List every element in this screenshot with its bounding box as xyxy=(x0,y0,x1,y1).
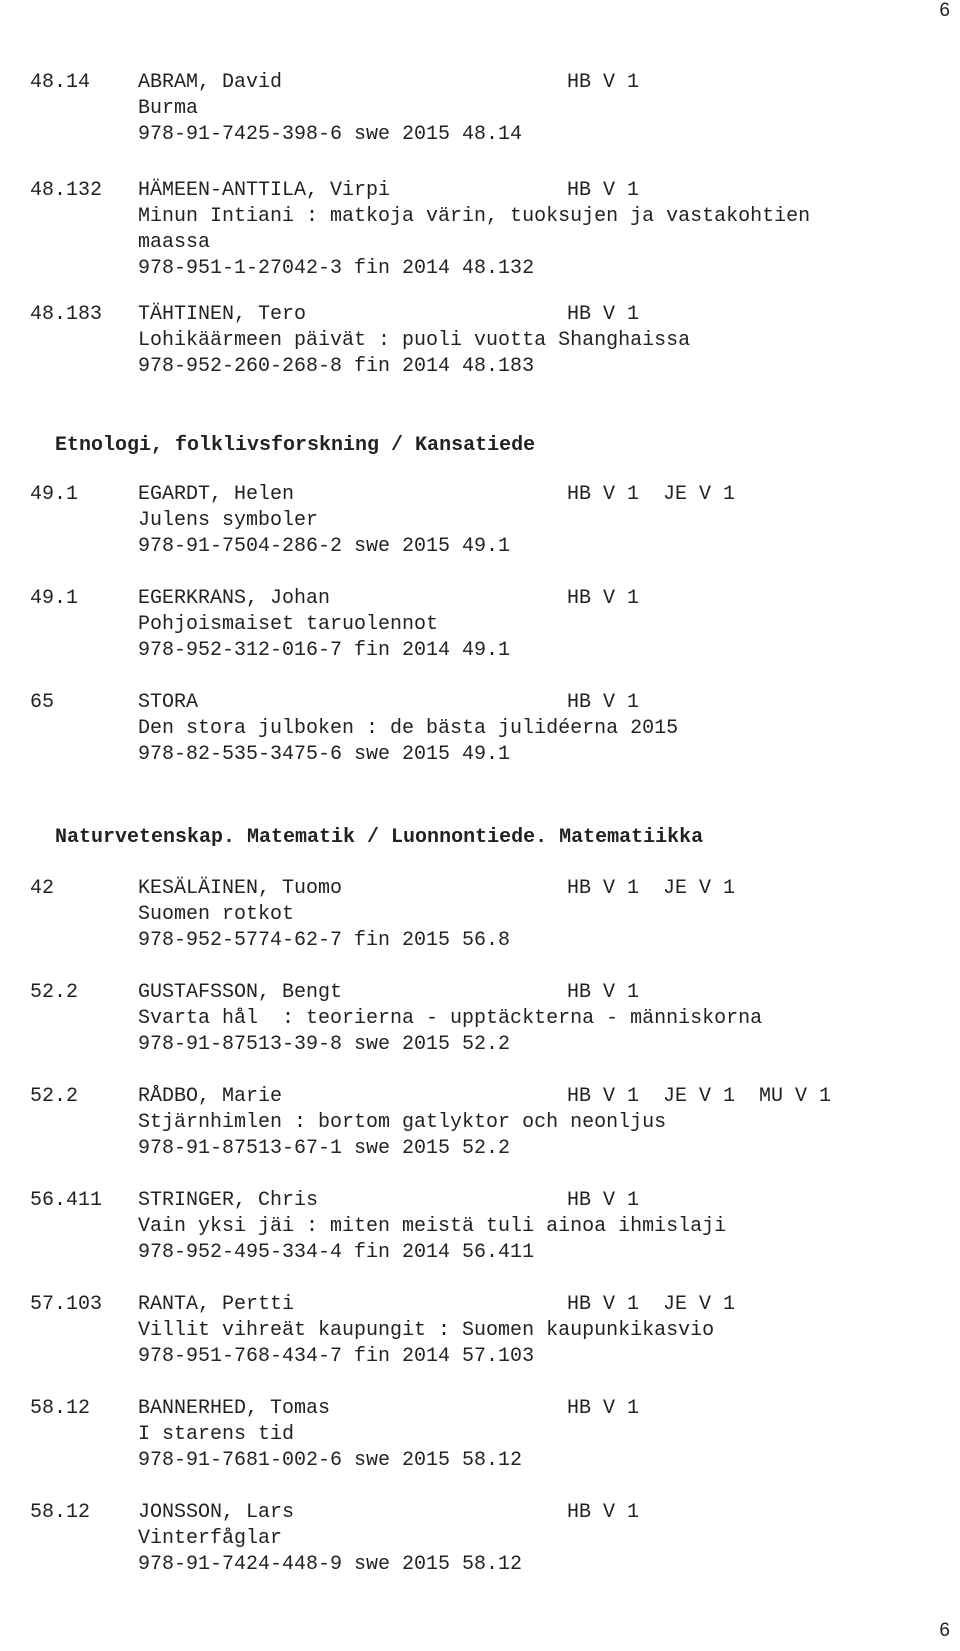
author-name: STORA xyxy=(138,691,199,714)
author-name: EGERKRANS, Johan xyxy=(138,587,331,610)
classification-code: 49.1 xyxy=(30,587,79,610)
holdings-info: HB V 1 JE V 1 MU V 1 xyxy=(567,1085,832,1108)
classification-code: 58.12 xyxy=(30,1397,91,1420)
classification-code: 49.1 xyxy=(30,483,79,506)
book-title: Minun Intiani : matkoja värin, tuoksujen ja vastakohtien xyxy=(138,205,811,228)
classification-code: 48.183 xyxy=(30,303,103,326)
page-number-top: 6 xyxy=(939,0,950,21)
isbn-line: 978-91-7504-286-2 swe 2015 49.1 xyxy=(138,535,511,558)
isbn-line: 978-91-7425-398-6 swe 2015 48.14 xyxy=(138,123,523,146)
isbn-line: 978-91-7681-002-6 swe 2015 58.12 xyxy=(138,1449,523,1472)
author-name: STRINGER, Chris xyxy=(138,1189,319,1212)
isbn-line: 978-952-5774-62-7 fin 2015 56.8 xyxy=(138,929,511,952)
book-title: maassa xyxy=(138,231,211,254)
holdings-info: HB V 1 xyxy=(567,691,640,714)
author-name: KESÄLÄINEN, Tuomo xyxy=(138,877,343,900)
classification-code: 65 xyxy=(30,691,55,714)
classification-code: 52.2 xyxy=(30,981,79,1004)
book-title: Stjärnhimlen : bortom gatlyktor och neonljus xyxy=(138,1111,667,1134)
isbn-line: 978-91-87513-67-1 swe 2015 52.2 xyxy=(138,1137,511,1160)
author-name: RANTA, Pertti xyxy=(138,1293,295,1316)
section-heading: Naturvetenskap. Matematik / Luonnontiede. Matematiikka xyxy=(55,826,704,849)
book-title: Julens symboler xyxy=(138,509,319,532)
holdings-info: HB V 1 xyxy=(567,981,640,1004)
isbn-line: 978-91-7424-448-9 swe 2015 58.12 xyxy=(138,1553,523,1576)
classification-code: 48.132 xyxy=(30,179,103,202)
isbn-line: 978-82-535-3475-6 swe 2015 49.1 xyxy=(138,743,511,766)
book-title: Burma xyxy=(138,97,199,120)
isbn-line: 978-951-1-27042-3 fin 2014 48.132 xyxy=(138,257,535,280)
holdings-info: HB V 1 JE V 1 xyxy=(567,1293,736,1316)
isbn-line: 978-952-260-268-8 fin 2014 48.183 xyxy=(138,355,535,378)
book-title: Suomen rotkot xyxy=(138,903,295,926)
holdings-info: HB V 1 xyxy=(567,71,640,94)
holdings-info: HB V 1 xyxy=(567,1397,640,1420)
holdings-info: HB V 1 JE V 1 xyxy=(567,877,736,900)
book-title: Villit vihreät kaupungit : Suomen kaupunkikasvio xyxy=(138,1319,715,1342)
holdings-info: HB V 1 xyxy=(567,587,640,610)
author-name: HÄMEEN-ANTTILA, Virpi xyxy=(138,179,391,202)
book-title: I starens tid xyxy=(138,1423,295,1446)
book-title: Pohjoismaiset taruolennot xyxy=(138,613,439,636)
classification-code: 52.2 xyxy=(30,1085,79,1108)
holdings-info: HB V 1 JE V 1 xyxy=(567,483,736,506)
book-title: Lohikäärmeen päivät : puoli vuotta Shanghaissa xyxy=(138,329,691,352)
isbn-line: 978-951-768-434-7 fin 2014 57.103 xyxy=(138,1345,535,1368)
holdings-info: HB V 1 xyxy=(567,1501,640,1524)
book-title: Vain yksi jäi : miten meistä tuli ainoa ihmislaji xyxy=(138,1215,727,1238)
author-name: BANNERHED, Tomas xyxy=(138,1397,331,1420)
author-name: GUSTAFSSON, Bengt xyxy=(138,981,343,1004)
author-name: ABRAM, David xyxy=(138,71,283,94)
book-title: Svarta hål : teorierna - upptäckterna - människorna xyxy=(138,1007,763,1030)
author-name: RÅDBO, Marie xyxy=(138,1085,283,1108)
book-title: Vinterfåglar xyxy=(138,1527,283,1550)
classification-code: 42 xyxy=(30,877,55,900)
classification-code: 57.103 xyxy=(30,1293,103,1316)
holdings-info: HB V 1 xyxy=(567,1189,640,1212)
classification-code: 56.411 xyxy=(30,1189,103,1212)
classification-code: 58.12 xyxy=(30,1501,91,1524)
isbn-line: 978-952-495-334-4 fin 2014 56.411 xyxy=(138,1241,535,1264)
page-number-bottom: 6 xyxy=(939,1620,950,1641)
section-heading: Etnologi, folklivsforskning / Kansatiede xyxy=(55,434,536,457)
book-title: Den stora julboken : de bästa julidéerna 2015 xyxy=(138,717,679,740)
author-name: JONSSON, Lars xyxy=(138,1501,295,1524)
isbn-line: 978-952-312-016-7 fin 2014 49.1 xyxy=(138,639,511,662)
holdings-info: HB V 1 xyxy=(567,179,640,202)
author-name: EGARDT, Helen xyxy=(138,483,295,506)
holdings-info: HB V 1 xyxy=(567,303,640,326)
author-name: TÄHTINEN, Tero xyxy=(138,303,307,326)
isbn-line: 978-91-87513-39-8 swe 2015 52.2 xyxy=(138,1033,511,1056)
classification-code: 48.14 xyxy=(30,71,91,94)
